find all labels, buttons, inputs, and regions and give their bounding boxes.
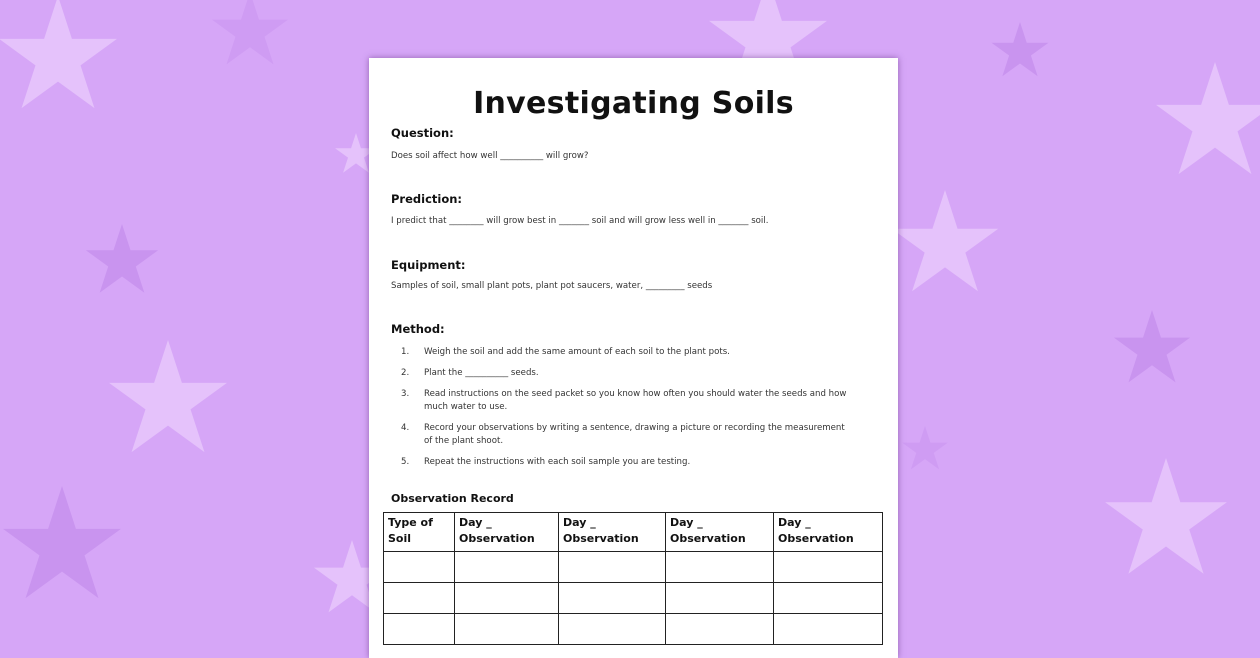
equipment-text: Samples of soil, small plant pots, plant pot saucers, water, _________ seeds xyxy=(391,281,713,291)
star-icon xyxy=(991,22,1048,76)
table-cell xyxy=(774,614,883,645)
column-header: Day _ Observation xyxy=(559,513,666,552)
table-header-row xyxy=(384,513,883,552)
method-heading: Method: xyxy=(391,322,445,336)
observation-table xyxy=(383,512,883,645)
step-text: Record your observations by writing a sentence, drawing a picture or recording the measurement of the plant shoot. xyxy=(424,423,845,446)
star-icon xyxy=(902,426,948,469)
step-number: 3. xyxy=(401,389,410,399)
table-cell xyxy=(455,614,559,645)
column-header: Type of Soil xyxy=(384,513,455,552)
prediction-text: I predict that ________ will grow best in _______ soil and will grow less well in _______ soil. xyxy=(391,216,769,226)
step-text: Weigh the soil and add the same amount of each soil to the plant pots. xyxy=(424,347,730,357)
table-cell xyxy=(774,552,883,583)
star-icon xyxy=(1114,310,1190,382)
worksheet-title: Investigating Soils xyxy=(473,86,794,121)
table-row xyxy=(384,614,883,645)
star-icon xyxy=(3,486,121,598)
step-text: Plant the __________ seeds. xyxy=(424,368,539,378)
step-number: 5. xyxy=(401,457,410,467)
observation-record-heading: Observation Record xyxy=(391,492,514,505)
table-cell xyxy=(455,583,559,614)
step-number: 4. xyxy=(401,423,410,433)
question-text: Does soil affect how well __________ will grow? xyxy=(391,151,589,161)
star-icon xyxy=(86,224,158,293)
table-row xyxy=(384,583,883,614)
worksheet-page xyxy=(369,58,898,658)
step-number: 1. xyxy=(401,347,410,357)
column-header: Day _ Observation xyxy=(774,513,883,552)
step-text: Read instructions on the seed packet so you know how often you should water the seeds and how much water to use. xyxy=(424,389,847,412)
star-icon xyxy=(892,190,999,291)
table-cell xyxy=(384,583,455,614)
table-cell xyxy=(559,552,666,583)
table-cell xyxy=(559,614,666,645)
table-cell xyxy=(384,614,455,645)
star-icon xyxy=(109,340,227,452)
table-cell xyxy=(455,552,559,583)
star-icon xyxy=(212,0,288,64)
table-cell xyxy=(774,583,883,614)
table-row xyxy=(384,552,883,583)
prediction-heading: Prediction: xyxy=(391,192,463,206)
question-heading: Question: xyxy=(391,126,454,140)
star-icon xyxy=(1105,458,1227,574)
table-cell xyxy=(559,583,666,614)
step-number: 2. xyxy=(401,368,410,378)
column-header: Day _ Observation xyxy=(455,513,559,552)
table-cell xyxy=(666,583,774,614)
table-cell xyxy=(666,614,774,645)
star-icon xyxy=(1156,62,1260,174)
star-icon xyxy=(0,0,117,108)
step-text: Repeat the instructions with each soil sample you are testing. xyxy=(424,457,691,467)
table-cell xyxy=(666,552,774,583)
table-cell xyxy=(384,552,455,583)
column-header: Day _ Observation xyxy=(666,513,774,552)
equipment-heading: Equipment: xyxy=(391,258,466,272)
